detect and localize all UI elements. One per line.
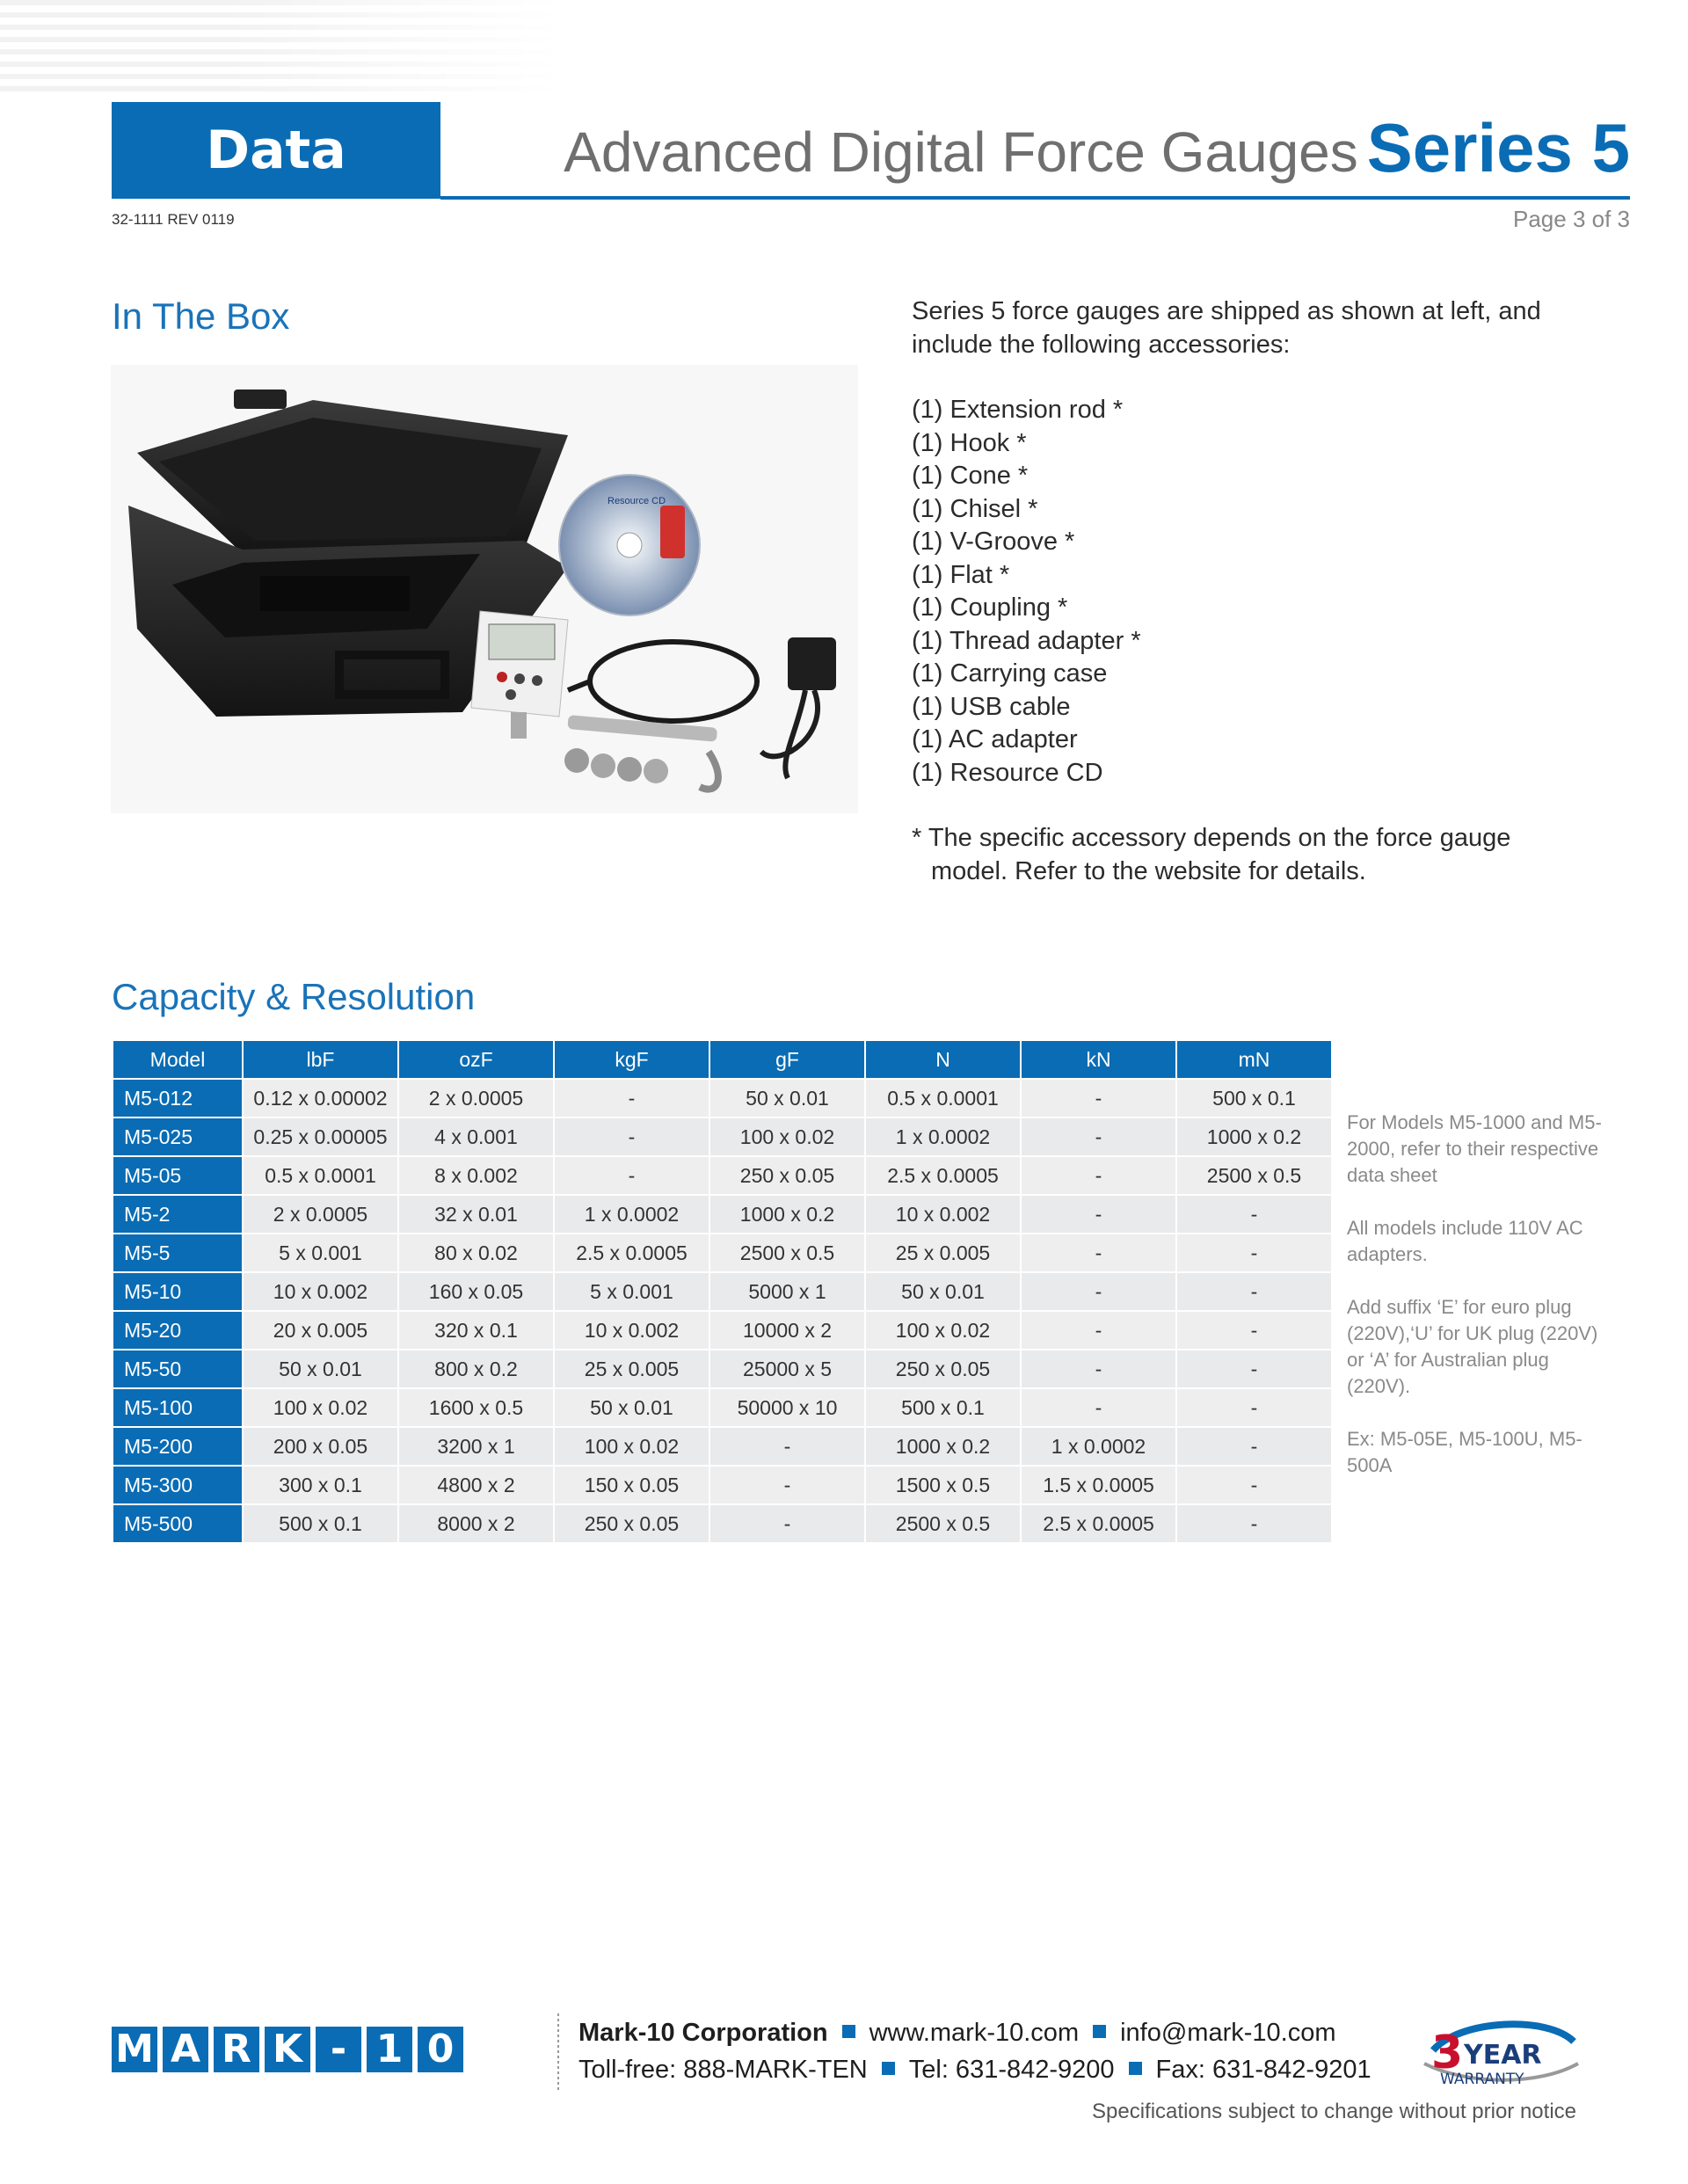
cd-label: Resource CD [608, 496, 666, 506]
value-cell: 2 x 0.0005 [399, 1080, 553, 1117]
footer-divider [557, 2013, 559, 2093]
column-header: lbF [244, 1041, 397, 1078]
list-item: (1) Flat * [912, 560, 1010, 589]
company-name: Mark-10 Corporation [578, 2019, 828, 2047]
table-row [113, 1196, 1331, 1233]
value-cell: - [1022, 1312, 1175, 1349]
value-cell: 100 x 0.02 [555, 1428, 709, 1465]
value-cell: - [1022, 1157, 1175, 1194]
value-cell: - [1177, 1350, 1331, 1387]
value-cell: - [1177, 1273, 1331, 1310]
value-cell: 500 x 0.1 [1177, 1080, 1331, 1117]
tollfree-number: Toll-free: 888-MARK-TEN [578, 2056, 868, 2084]
value-cell: 1 x 0.0002 [555, 1196, 709, 1233]
value-cell: 200 x 0.05 [244, 1428, 397, 1465]
model-cell: M5-10 [113, 1273, 242, 1310]
value-cell: 50 x 0.01 [244, 1350, 397, 1387]
warranty-label: WARRANTY [1440, 2071, 1524, 2088]
value-cell: - [1177, 1234, 1331, 1271]
model-cell: M5-300 [113, 1467, 242, 1503]
value-cell: 5 x 0.001 [244, 1234, 397, 1271]
value-cell: 100 x 0.02 [866, 1312, 1020, 1349]
footer-contact-line-1 [578, 2019, 1336, 2048]
value-cell: - [1022, 1118, 1175, 1155]
value-cell: 2500 x 0.5 [1177, 1157, 1331, 1194]
value-cell: 100 x 0.02 [710, 1118, 864, 1155]
fax-number: Fax: 631-842-9201 [1155, 2056, 1372, 2084]
accessory-list [912, 394, 1575, 790]
table-row [113, 1273, 1331, 1310]
model-cell: M5-500 [113, 1505, 242, 1542]
resource-cd-icon [559, 475, 700, 615]
in-the-box-text [912, 295, 1575, 888]
value-cell: - [1022, 1080, 1175, 1117]
capacity-table [112, 1039, 1333, 1544]
value-cell: 2.5 x 0.0005 [1022, 1505, 1175, 1542]
document-code: 32-1111 REV 0119 [112, 211, 235, 228]
value-cell: - [710, 1505, 864, 1542]
value-cell: 250 x 0.05 [710, 1157, 864, 1194]
value-cell: 500 x 0.1 [866, 1389, 1020, 1426]
side-note: All models include 110V AC adapters. [1347, 1217, 1583, 1265]
mark-10-logo [112, 2027, 463, 2072]
list-item: (1) Cone * [912, 462, 1029, 490]
model-cell: M5-025 [113, 1118, 242, 1155]
value-cell: 5000 x 1 [710, 1273, 864, 1310]
column-header: Model [113, 1041, 242, 1078]
value-cell: - [710, 1467, 864, 1503]
table-row [113, 1350, 1331, 1387]
value-cell: 0.5 x 0.0001 [866, 1080, 1020, 1117]
email-link[interactable]: info@mark-10.com [1120, 2019, 1336, 2047]
value-cell: 3200 x 1 [399, 1428, 553, 1465]
value-cell: 2500 x 0.5 [866, 1505, 1020, 1542]
value-cell: 320 x 0.1 [399, 1312, 553, 1349]
table-row [113, 1080, 1331, 1117]
value-cell: - [1177, 1505, 1331, 1542]
value-cell: - [1177, 1389, 1331, 1426]
model-cell: M5-20 [113, 1312, 242, 1349]
column-header: gF [710, 1041, 864, 1078]
value-cell: 8 x 0.002 [399, 1157, 553, 1194]
logo-letter: M [112, 2027, 157, 2072]
table-row [113, 1467, 1331, 1503]
warranty-badge-icon [1415, 2015, 1582, 2089]
value-cell: 0.12 x 0.00002 [244, 1080, 397, 1117]
value-cell: 10000 x 2 [710, 1312, 864, 1349]
bullet-square-icon [1129, 2062, 1142, 2075]
value-cell: 0.5 x 0.0001 [244, 1157, 397, 1194]
value-cell: 2 x 0.0005 [244, 1196, 397, 1233]
in-the-box-heading: In The Box [112, 295, 290, 337]
value-cell: 0.25 x 0.00005 [244, 1118, 397, 1155]
logo-letter: 1 [367, 2027, 412, 2072]
capacity-table-body [113, 1080, 1331, 1542]
bullet-square-icon [842, 2025, 855, 2038]
value-cell: - [1022, 1273, 1175, 1310]
list-item: (1) Extension rod * [912, 396, 1124, 424]
website-link[interactable]: www.mark-10.com [869, 2019, 1080, 2047]
value-cell: 100 x 0.02 [244, 1389, 397, 1426]
value-cell: 4800 x 2 [399, 1467, 553, 1503]
value-cell: 2.5 x 0.0005 [866, 1157, 1020, 1194]
value-cell: 2.5 x 0.0005 [555, 1234, 709, 1271]
value-cell: 10 x 0.002 [244, 1273, 397, 1310]
column-header: kgF [555, 1041, 709, 1078]
value-cell: 50000 x 10 [710, 1389, 864, 1426]
list-item: (1) Coupling * [912, 593, 1068, 622]
capacity-side-notes [1347, 1110, 1602, 1505]
value-cell: 150 x 0.05 [555, 1467, 709, 1503]
model-cell: M5-200 [113, 1428, 242, 1465]
side-note: Ex: M5-05E, M5-100U, M5-500A [1347, 1428, 1582, 1476]
list-item: (1) USB cable [912, 692, 1071, 721]
value-cell: 800 x 0.2 [399, 1350, 553, 1387]
value-cell: 32 x 0.01 [399, 1196, 553, 1233]
value-cell: 1000 x 0.2 [866, 1428, 1020, 1465]
intro-paragraph: Series 5 force gauges are shipped as shown at left, and include the following accessories: [912, 297, 1541, 359]
value-cell: 20 x 0.005 [244, 1312, 397, 1349]
value-cell: 250 x 0.05 [866, 1350, 1020, 1387]
logo-letter: A [163, 2027, 208, 2072]
logo-letter: 0 [418, 2027, 463, 2072]
data-sheet-badge: Data Sheet [112, 102, 440, 199]
value-cell: - [1022, 1196, 1175, 1233]
value-cell: - [1177, 1312, 1331, 1349]
value-cell: - [1022, 1389, 1175, 1426]
value-cell: 25 x 0.005 [555, 1350, 709, 1387]
header-rule [440, 196, 1630, 200]
list-item: (1) Resource CD [912, 758, 1103, 787]
side-note: For Models M5-1000 and M5-2000, refer to their respective data sheet [1347, 1111, 1602, 1186]
logo-letter: K [265, 2027, 310, 2072]
value-cell: 2500 x 0.5 [710, 1234, 864, 1271]
list-item: (1) AC adapter [912, 725, 1078, 753]
model-cell: M5-100 [113, 1389, 242, 1426]
footer-contact-line-2 [578, 2056, 1372, 2085]
value-cell: 5 x 0.001 [555, 1273, 709, 1310]
column-header: ozF [399, 1041, 553, 1078]
table-row [113, 1505, 1331, 1542]
value-cell: - [555, 1080, 709, 1117]
list-item: (1) Chisel * [912, 494, 1038, 523]
table-row [113, 1428, 1331, 1465]
value-cell: 1.5 x 0.0005 [1022, 1467, 1175, 1503]
bullet-square-icon [1093, 2025, 1106, 2038]
warranty-word: YEAR [1464, 2040, 1542, 2071]
model-cell: M5-05 [113, 1157, 242, 1194]
value-cell: 4 x 0.001 [399, 1118, 553, 1155]
model-cell: M5-012 [113, 1080, 242, 1117]
column-header: N [866, 1041, 1020, 1078]
value-cell: - [1177, 1467, 1331, 1503]
bullet-square-icon [882, 2062, 895, 2075]
fine-print: Specifications subject to change without prior notice [1092, 2100, 1576, 2123]
value-cell: 250 x 0.05 [555, 1505, 709, 1542]
value-cell: 25000 x 5 [710, 1350, 864, 1387]
value-cell: 50 x 0.01 [555, 1389, 709, 1426]
title-series: Series 5 [1366, 109, 1630, 186]
table-row [113, 1157, 1331, 1194]
model-cell: M5-50 [113, 1350, 242, 1387]
logo-letter: - [316, 2027, 361, 2072]
value-cell: - [555, 1118, 709, 1155]
value-cell: 500 x 0.1 [244, 1505, 397, 1542]
warranty-number: 3 [1431, 2027, 1464, 2079]
value-cell: - [1177, 1428, 1331, 1465]
value-cell: 300 x 0.1 [244, 1467, 397, 1503]
page-title [564, 104, 1630, 192]
table-row [113, 1234, 1331, 1271]
telephone-number: Tel: 631-842-9200 [908, 2056, 1115, 2084]
model-cell: M5-2 [113, 1196, 242, 1233]
list-item: (1) Hook * [912, 428, 1027, 457]
value-cell: 80 x 0.02 [399, 1234, 553, 1271]
value-cell: - [1022, 1234, 1175, 1271]
title-main: Advanced Digital Force Gauges [564, 120, 1358, 184]
value-cell: 1500 x 0.5 [866, 1467, 1020, 1503]
value-cell: 1 x 0.0002 [866, 1118, 1020, 1155]
value-cell: 8000 x 2 [399, 1505, 553, 1542]
value-cell: - [710, 1428, 864, 1465]
table-row [113, 1312, 1331, 1349]
value-cell: - [1177, 1196, 1331, 1233]
value-cell: 10 x 0.002 [866, 1196, 1020, 1233]
page-number: Page 3 of 3 [1513, 206, 1630, 232]
table-row [113, 1389, 1331, 1426]
value-cell: 10 x 0.002 [555, 1312, 709, 1349]
list-item: (1) Thread adapter * [912, 626, 1141, 655]
header-stripes [0, 0, 563, 97]
value-cell: 160 x 0.05 [399, 1273, 553, 1310]
list-item: (1) Carrying case [912, 659, 1108, 688]
value-cell: 1600 x 0.5 [399, 1389, 553, 1426]
value-cell: 50 x 0.01 [866, 1273, 1020, 1310]
in-the-box-photo [111, 365, 858, 813]
accessory-note: * The specific accessory depends on the force gauge model. Refer to the website for details. [912, 824, 1511, 885]
column-header: kN [1022, 1041, 1175, 1078]
value-cell: 25 x 0.005 [866, 1234, 1020, 1271]
capacity-heading: Capacity & Resolution [112, 976, 476, 1017]
table-row [113, 1118, 1331, 1155]
value-cell: - [555, 1157, 709, 1194]
value-cell: - [1022, 1350, 1175, 1387]
table-header-row [113, 1041, 1331, 1078]
logo-letter: R [214, 2027, 259, 2072]
value-cell: 1000 x 0.2 [710, 1196, 864, 1233]
column-header: mN [1177, 1041, 1331, 1078]
value-cell: 1000 x 0.2 [1177, 1118, 1331, 1155]
list-item: (1) V-Groove * [912, 528, 1075, 556]
value-cell: 1 x 0.0002 [1022, 1428, 1175, 1465]
model-cell: M5-5 [113, 1234, 242, 1271]
value-cell: 50 x 0.01 [710, 1080, 864, 1117]
side-note: Add suffix ‘E’ for euro plug (220V),‘U’ for UK plug (220V) or ‘A’ for Australian plug (220V). [1347, 1296, 1598, 1397]
